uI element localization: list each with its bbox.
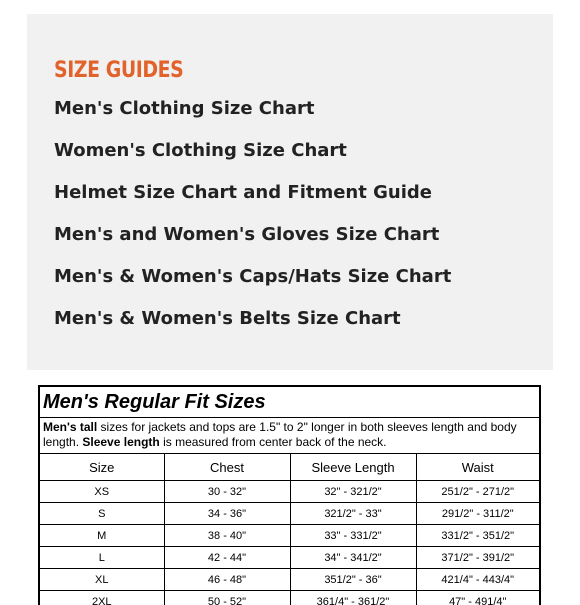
column-header-chest: Chest xyxy=(164,454,290,481)
cell-waist: 421/4" - 443/4" xyxy=(416,569,539,591)
cell-waist: 291/2" - 311/2" xyxy=(416,503,539,525)
cell-size: XS xyxy=(40,481,164,503)
cell-waist: 47" - 491/4" xyxy=(416,591,539,605)
note-text-1: sizes for jackets and tops are 1.5" to 2" longer in both sleeves length and body length. xyxy=(43,420,517,449)
note-bold-tall: Men's tall xyxy=(43,420,97,434)
cell-size: L xyxy=(40,547,164,569)
cell-chest: 42 - 44" xyxy=(164,547,290,569)
size-table-note xyxy=(40,418,539,454)
column-header-sleeve-length: Sleeve Length xyxy=(290,454,416,481)
note-bold-sleeve: Sleeve length xyxy=(82,435,159,449)
cell-chest: 38 - 40" xyxy=(164,525,290,547)
cell-chest: 34 - 36" xyxy=(164,503,290,525)
table-row xyxy=(40,481,539,503)
cell-sleeve-length: 34" - 341/2" xyxy=(290,547,416,569)
gloves-size-chart-link[interactable]: Men's and Women's Gloves Size Chart xyxy=(54,222,451,264)
cell-sleeve-length: 351/2" - 36" xyxy=(290,569,416,591)
cell-sleeve-length: 361/4" - 361/2" xyxy=(290,591,416,605)
cell-size: M xyxy=(40,525,164,547)
column-header-waist: Waist xyxy=(416,454,539,481)
mens-regular-fit-size-table xyxy=(38,385,541,605)
table-row xyxy=(40,503,539,525)
column-header-size: Size xyxy=(40,454,164,481)
size-guide-links xyxy=(54,96,451,348)
cell-waist: 371/2" - 391/2" xyxy=(416,547,539,569)
cell-waist: 331/2" - 351/2" xyxy=(416,525,539,547)
table-row xyxy=(40,547,539,569)
cell-size: S xyxy=(40,503,164,525)
cell-size: 2XL xyxy=(40,591,164,605)
table-row xyxy=(40,525,539,547)
size-guides-title: SIZE GUIDES xyxy=(54,58,183,83)
cell-waist: 251/2" - 271/2" xyxy=(416,481,539,503)
cell-sleeve-length: 32" - 321/2" xyxy=(290,481,416,503)
table-header-row xyxy=(40,454,539,481)
cell-chest: 30 - 32" xyxy=(164,481,290,503)
cell-chest: 46 - 48" xyxy=(164,569,290,591)
belts-size-chart-link[interactable]: Men's & Women's Belts Size Chart xyxy=(54,306,451,348)
cell-sleeve-length: 321/2" - 33" xyxy=(290,503,416,525)
note-text-2: is measured from center back of the neck. xyxy=(160,435,387,449)
cell-sleeve-length: 33" - 331/2" xyxy=(290,525,416,547)
size-table-title: Men's Regular Fit Sizes xyxy=(40,387,539,418)
table-row xyxy=(40,591,539,605)
mens-clothing-size-chart-link[interactable]: Men's Clothing Size Chart xyxy=(54,96,451,138)
cell-chest: 50 - 52" xyxy=(164,591,290,605)
size-guides-panel xyxy=(27,14,553,370)
size-table xyxy=(40,454,539,605)
helmet-size-chart-link[interactable]: Helmet Size Chart and Fitment Guide xyxy=(54,180,451,222)
caps-hats-size-chart-link[interactable]: Men's & Women's Caps/Hats Size Chart xyxy=(54,264,451,306)
womens-clothing-size-chart-link[interactable]: Women's Clothing Size Chart xyxy=(54,138,451,180)
cell-size: XL xyxy=(40,569,164,591)
